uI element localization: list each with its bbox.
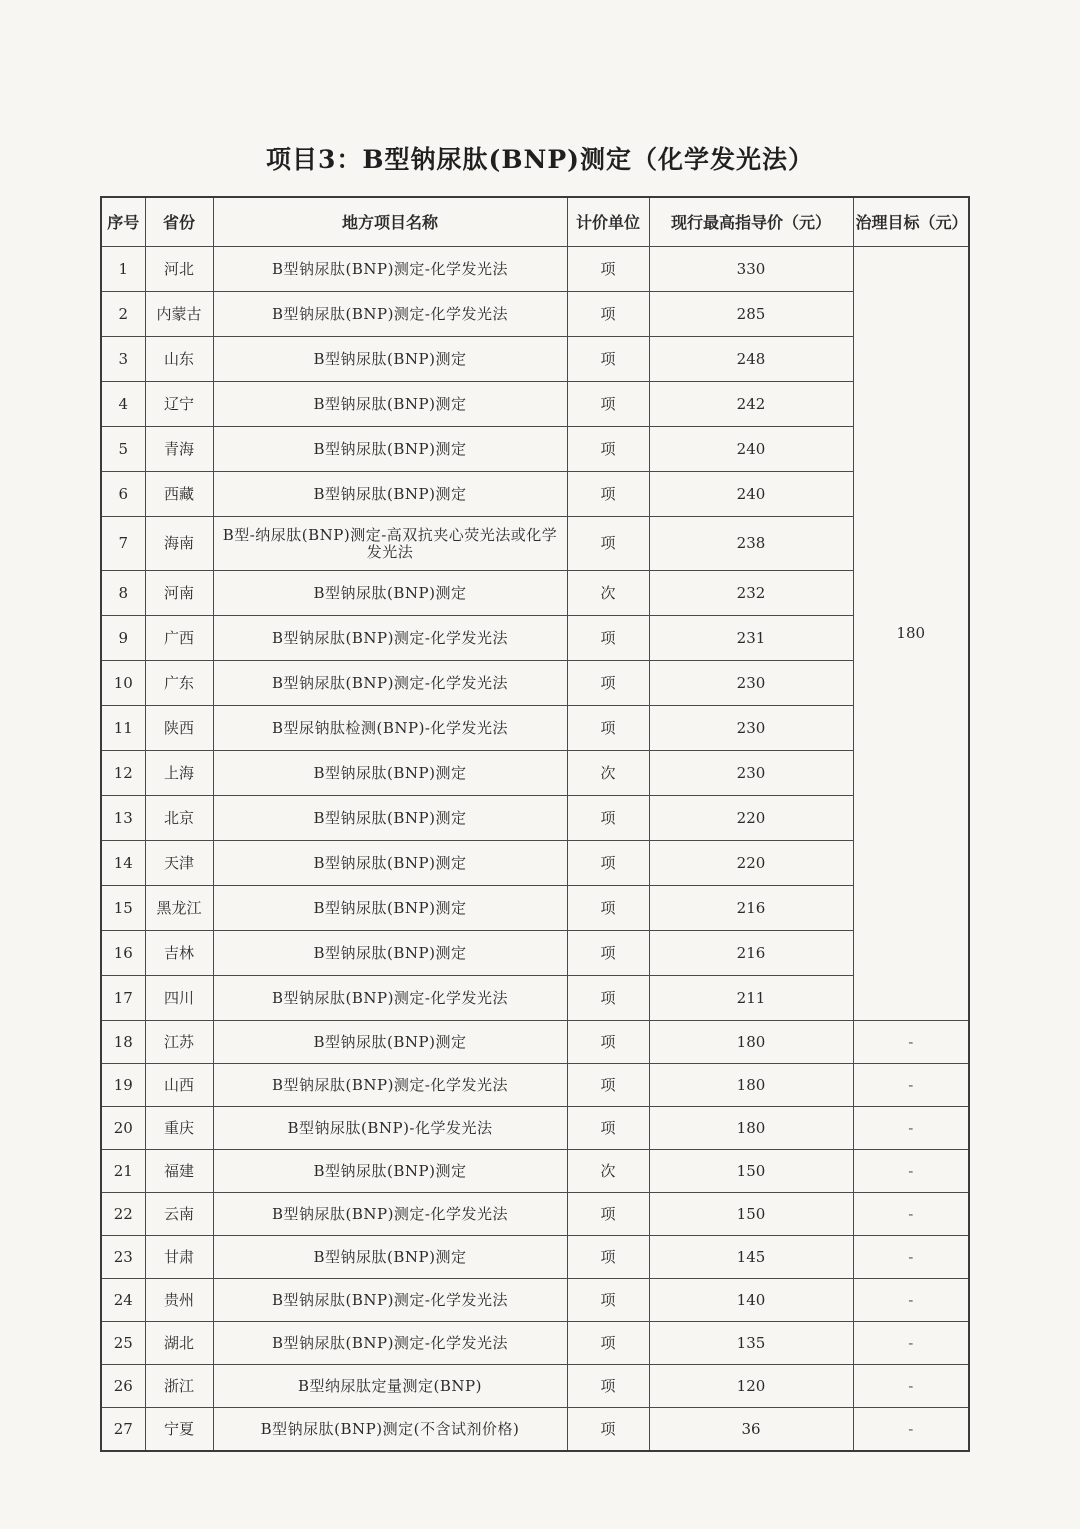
table-row — [101, 1408, 969, 1452]
row-price: 240 — [649, 427, 853, 472]
table-row — [101, 337, 969, 382]
row-item-name: B型钠尿肽(BNP)-化学发光法 — [213, 1107, 567, 1150]
row-province: 北京 — [145, 796, 213, 841]
row-no: 1 — [101, 247, 145, 292]
table-row — [101, 706, 969, 751]
table-row — [101, 841, 969, 886]
row-province: 广东 — [145, 661, 213, 706]
row-province: 广西 — [145, 616, 213, 661]
row-no: 7 — [101, 517, 145, 571]
row-target: - — [853, 1408, 969, 1452]
row-price: 36 — [649, 1408, 853, 1452]
row-unit: 次 — [567, 751, 649, 796]
row-province: 甘肃 — [145, 1236, 213, 1279]
row-target: - — [853, 1064, 969, 1107]
row-unit: 项 — [567, 1064, 649, 1107]
header-province: 省份 — [145, 197, 213, 247]
table-row — [101, 1193, 969, 1236]
row-province: 江苏 — [145, 1021, 213, 1064]
row-price: 135 — [649, 1322, 853, 1365]
row-item-name: B型尿钠肽检测(BNP)-化学发光法 — [213, 706, 567, 751]
row-price: 211 — [649, 976, 853, 1021]
table-row — [101, 571, 969, 616]
row-unit: 项 — [567, 841, 649, 886]
row-no: 11 — [101, 706, 145, 751]
header-target: 治理目标（元） — [853, 197, 969, 247]
row-province: 浙江 — [145, 1365, 213, 1408]
row-item-name: B型钠尿肽(BNP)测定 — [213, 337, 567, 382]
row-no: 18 — [101, 1021, 145, 1064]
row-no: 26 — [101, 1365, 145, 1408]
row-price: 216 — [649, 931, 853, 976]
table-row — [101, 1236, 969, 1279]
table-row — [101, 1365, 969, 1408]
row-price: 140 — [649, 1279, 853, 1322]
row-province: 陕西 — [145, 706, 213, 751]
row-no: 5 — [101, 427, 145, 472]
row-no: 27 — [101, 1408, 145, 1452]
row-unit: 项 — [567, 337, 649, 382]
table-row — [101, 427, 969, 472]
row-item-name: B型钠尿肽(BNP)测定 — [213, 382, 567, 427]
row-item-name: B型钠尿肽(BNP)测定 — [213, 751, 567, 796]
row-unit: 项 — [567, 1107, 649, 1150]
row-price: 216 — [649, 886, 853, 931]
row-unit: 项 — [567, 1279, 649, 1322]
row-item-name: B型钠尿肽(BNP)测定 — [213, 841, 567, 886]
row-unit: 项 — [567, 796, 649, 841]
row-no: 8 — [101, 571, 145, 616]
header-row — [101, 197, 969, 247]
row-no: 6 — [101, 472, 145, 517]
row-item-name: B型钠尿肽(BNP)测定-化学发光法 — [213, 1322, 567, 1365]
table-row — [101, 616, 969, 661]
row-item-name: B型钠尿肽(BNP)测定-化学发光法 — [213, 616, 567, 661]
row-province: 河南 — [145, 571, 213, 616]
row-price: 330 — [649, 247, 853, 292]
row-no: 9 — [101, 616, 145, 661]
row-price: 230 — [649, 706, 853, 751]
row-province: 内蒙古 — [145, 292, 213, 337]
row-no: 22 — [101, 1193, 145, 1236]
row-no: 21 — [101, 1150, 145, 1193]
row-province: 山东 — [145, 337, 213, 382]
row-province: 青海 — [145, 427, 213, 472]
header-unit: 计价单位 — [567, 197, 649, 247]
row-no: 13 — [101, 796, 145, 841]
table-row — [101, 382, 969, 427]
row-no: 15 — [101, 886, 145, 931]
row-unit: 项 — [567, 427, 649, 472]
row-price: 220 — [649, 841, 853, 886]
row-target: - — [853, 1107, 969, 1150]
row-no: 23 — [101, 1236, 145, 1279]
row-province: 河北 — [145, 247, 213, 292]
row-item-name: B型钠尿肽(BNP)测定 — [213, 1236, 567, 1279]
row-unit: 项 — [567, 976, 649, 1021]
row-price: 150 — [649, 1193, 853, 1236]
row-province: 贵州 — [145, 1279, 213, 1322]
row-unit: 项 — [567, 661, 649, 706]
header-item-name: 地方项目名称 — [213, 197, 567, 247]
row-unit: 项 — [567, 616, 649, 661]
row-item-name: B型钠尿肽(BNP)测定(不含试剂价格) — [213, 1408, 567, 1452]
row-province: 山西 — [145, 1064, 213, 1107]
row-unit: 项 — [567, 382, 649, 427]
row-price: 180 — [649, 1107, 853, 1150]
row-unit: 次 — [567, 1150, 649, 1193]
row-item-name: B型钠尿肽(BNP)测定 — [213, 472, 567, 517]
header-price: 现行最高指导价（元） — [649, 197, 853, 247]
row-price: 180 — [649, 1064, 853, 1107]
row-no: 3 — [101, 337, 145, 382]
row-price: 150 — [649, 1150, 853, 1193]
row-province: 重庆 — [145, 1107, 213, 1150]
row-unit: 项 — [567, 1365, 649, 1408]
row-price: 232 — [649, 571, 853, 616]
table-row — [101, 751, 969, 796]
row-no: 2 — [101, 292, 145, 337]
table-row — [101, 1107, 969, 1150]
page-title: 项目3：B型钠尿肽(BNP)测定（化学发光法） — [266, 145, 814, 174]
row-unit: 项 — [567, 1408, 649, 1452]
row-item-name: B型钠尿肽(BNP)测定-化学发光法 — [213, 1193, 567, 1236]
row-item-name: B型钠尿肽(BNP)测定 — [213, 1021, 567, 1064]
row-unit: 项 — [567, 886, 649, 931]
row-target: - — [853, 1365, 969, 1408]
row-price: 220 — [649, 796, 853, 841]
row-unit: 项 — [567, 517, 649, 571]
row-province: 西藏 — [145, 472, 213, 517]
row-target: - — [853, 1150, 969, 1193]
row-unit: 项 — [567, 1193, 649, 1236]
table-row — [101, 1322, 969, 1365]
table-row — [101, 1150, 969, 1193]
row-unit: 次 — [567, 571, 649, 616]
table-row — [101, 247, 969, 292]
row-no: 12 — [101, 751, 145, 796]
table-row — [101, 886, 969, 931]
row-price: 248 — [649, 337, 853, 382]
row-target: - — [853, 1279, 969, 1322]
row-province: 天津 — [145, 841, 213, 886]
row-item-name: B型钠尿肽(BNP)测定-化学发光法 — [213, 976, 567, 1021]
row-price: 240 — [649, 472, 853, 517]
table-row — [101, 1021, 969, 1064]
row-target-merged: 180 — [853, 247, 969, 1021]
row-no: 24 — [101, 1279, 145, 1322]
header-no: 序号 — [101, 197, 145, 247]
row-item-name: B型钠尿肽(BNP)测定-化学发光法 — [213, 292, 567, 337]
row-unit: 项 — [567, 292, 649, 337]
row-province: 黑龙江 — [145, 886, 213, 931]
row-price: 230 — [649, 751, 853, 796]
row-province: 上海 — [145, 751, 213, 796]
row-unit: 项 — [567, 931, 649, 976]
row-price: 238 — [649, 517, 853, 571]
row-item-name: B型钠尿肽(BNP)测定 — [213, 571, 567, 616]
row-price: 231 — [649, 616, 853, 661]
row-item-name: B型钠尿肽(BNP)测定 — [213, 796, 567, 841]
row-item-name: B型钠尿肽(BNP)测定-化学发光法 — [213, 1064, 567, 1107]
table-row — [101, 517, 969, 571]
row-province: 云南 — [145, 1193, 213, 1236]
row-price: 145 — [649, 1236, 853, 1279]
table-row — [101, 796, 969, 841]
row-province: 四川 — [145, 976, 213, 1021]
row-unit: 项 — [567, 1322, 649, 1365]
row-no: 14 — [101, 841, 145, 886]
table-row — [101, 1064, 969, 1107]
row-item-name: B型钠尿肽(BNP)测定-化学发光法 — [213, 1279, 567, 1322]
row-unit: 项 — [567, 1021, 649, 1064]
row-item-name: B型钠尿肽(BNP)测定-化学发光法 — [213, 247, 567, 292]
row-no: 4 — [101, 382, 145, 427]
row-no: 16 — [101, 931, 145, 976]
row-target: - — [853, 1021, 969, 1064]
row-province: 宁夏 — [145, 1408, 213, 1452]
row-item-name: B型钠尿肽(BNP)测定 — [213, 931, 567, 976]
price-table — [100, 196, 970, 1452]
table-row — [101, 1279, 969, 1322]
row-target: - — [853, 1322, 969, 1365]
row-target: - — [853, 1236, 969, 1279]
row-unit: 项 — [567, 1236, 649, 1279]
row-no: 25 — [101, 1322, 145, 1365]
row-unit: 项 — [567, 706, 649, 751]
row-province: 海南 — [145, 517, 213, 571]
table-row — [101, 472, 969, 517]
row-item-name: B型纳尿肽定量测定(BNP) — [213, 1365, 567, 1408]
row-province: 吉林 — [145, 931, 213, 976]
table-row — [101, 976, 969, 1021]
row-price: 242 — [649, 382, 853, 427]
row-item-name: B型钠尿肽(BNP)测定-化学发光法 — [213, 661, 567, 706]
row-item-name: B型钠尿肽(BNP)测定 — [213, 1150, 567, 1193]
table-body — [101, 247, 969, 1452]
row-price: 230 — [649, 661, 853, 706]
row-target: - — [853, 1193, 969, 1236]
table-row — [101, 292, 969, 337]
row-unit: 项 — [567, 247, 649, 292]
row-item-name: B型钠尿肽(BNP)测定 — [213, 427, 567, 472]
row-no: 19 — [101, 1064, 145, 1107]
row-no: 10 — [101, 661, 145, 706]
row-price: 120 — [649, 1365, 853, 1408]
row-item-name: B型钠尿肽(BNP)测定 — [213, 886, 567, 931]
row-price: 180 — [649, 1021, 853, 1064]
row-item-name: B型-纳尿肽(BNP)测定-高双抗夹心荧光法或化学发光法 — [213, 517, 567, 571]
row-province: 辽宁 — [145, 382, 213, 427]
row-no: 17 — [101, 976, 145, 1021]
row-price: 285 — [649, 292, 853, 337]
row-no: 20 — [101, 1107, 145, 1150]
row-unit: 项 — [567, 472, 649, 517]
table-row — [101, 661, 969, 706]
row-province: 湖北 — [145, 1322, 213, 1365]
row-province: 福建 — [145, 1150, 213, 1193]
table-row — [101, 931, 969, 976]
